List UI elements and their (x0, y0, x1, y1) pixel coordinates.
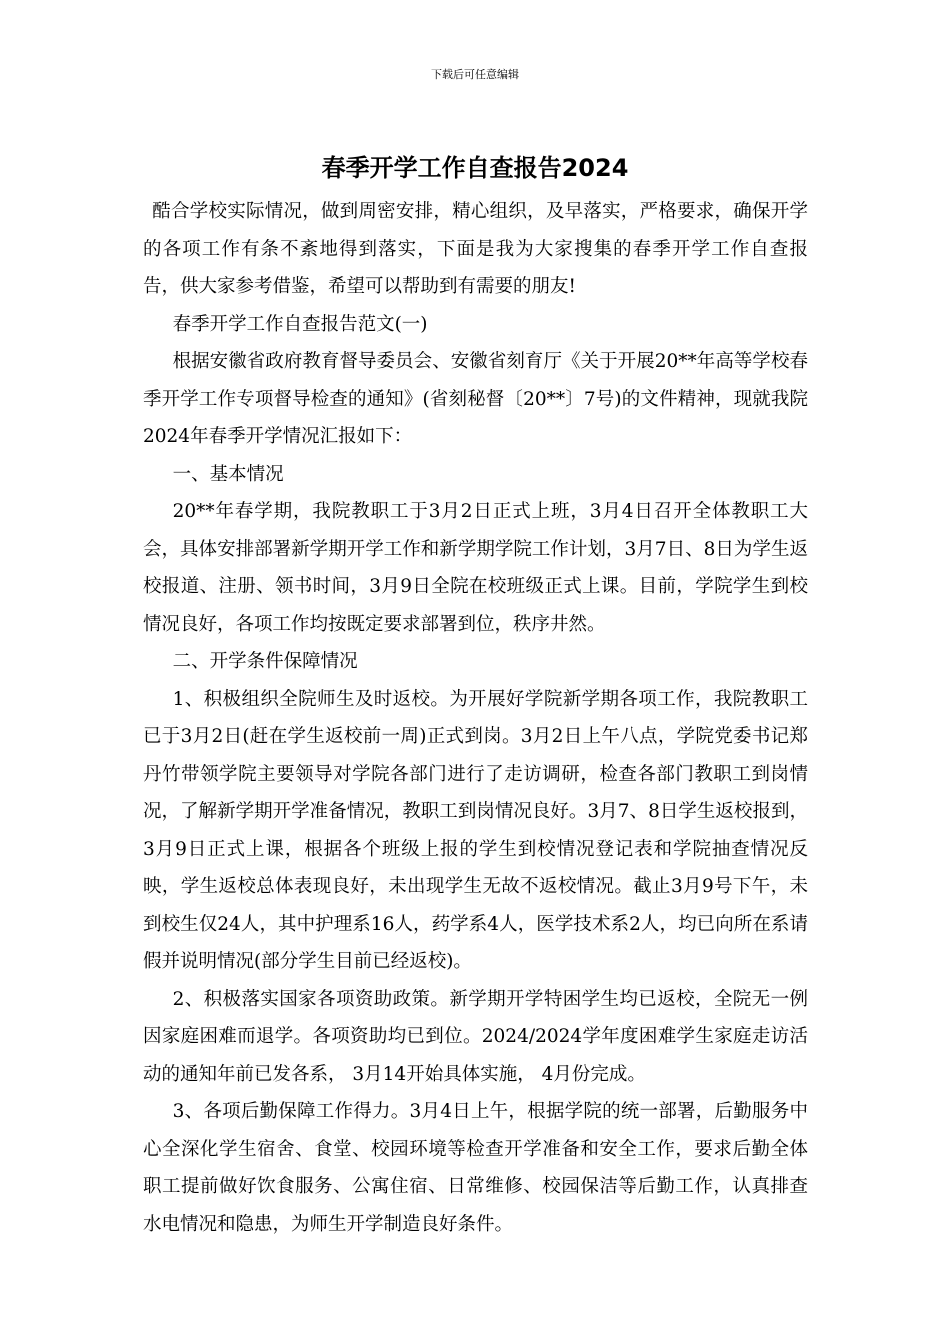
header-note: 下载后可任意编辑 (431, 68, 519, 81)
document-title: 春季开学工作自查报告2024 (321, 154, 629, 182)
document-body (143, 193, 808, 1243)
section-heading-basic-situation: 一、基本情况 (172, 463, 284, 485)
body-paragraph: 2、积极落实国家各项资助政策。新学期开学特困学生均已返校，全院无一例因家庭困难而退学。各项资助均已到位。2024/2024学年度困难学生家庭走访活动的通知年前已发各系， 3月14开始具体实施， 4月份完成。 (143, 988, 808, 1085)
section-heading-sample-one: 春季开学工作自查报告范文(一) (172, 313, 428, 335)
intro-paragraph: 酷合学校实际情况，做到周密安排，精心组织，及早落实，严格要求，确保开学的各项工作有条不紊地得到落实，下面是我为大家搜集的春季开学工作自查报告，供大家参考借鉴，希望可以帮助到有需要的朋友! (143, 201, 808, 297)
body-paragraph: 1、积极组织全院师生及时返校。为开展好学院新学期各项工作，我院教职工已于3月2日(赶在学生返校前一周)正式到岗。3月2日上午八点，学院党委书记郑丹竹带领学院主要领导对学院各部门进行了走访调研，检查各部门教职工到岗情况，了解新学期开学准备情况，教职工到岗情况良好。3月7、8日学生返校报到，3月9日正式上课，根据各个班级上报的学生到校情况登记表和学院抽查情况反映，学生返校总体表现良好，未出现学生无故不返校情况。截止3月9号下午，未到校生仅24人，其中护理系16人，药学系4人，医学技术系2人，均已向所在系请假并说明情况(部分学生目前已经返校)。 (143, 688, 808, 972)
body-paragraph: 20**年春学期，我院教职工于3月2日正式上班，3月4日召开全体教职工大会，具体安排部署新学期开学工作和新学期学院工作计划，3月7日、8日为学生返校报道、注册、领书时间，3月9日全院在校班级正式上课。目前，学院学生到校情况良好，各项工作均按既定要求部署到位，秩序井然。 (143, 501, 808, 635)
body-paragraph: 根据安徽省政府教育督导委员会、安徽省刻育厅《关于开展20**年高等学校春季开学工作专项督导检查的通知》(省刻秘督〔20**〕7号)的文件精神，现就我院2024年春季开学情况汇报如下： (143, 351, 808, 447)
body-paragraph: 3、各项后勤保障工作得力。3月4日上午，根据学院的统一部署，后勤服务中心全深化学生宿舍、食堂、校园环境等检查开学准备和安全工作，要求后勤全体职工提前做好饮食服务、公寓住宿、日常维修、校园保洁等后勤工作，认真排查水电情况和隐患，为师生开学制造良好条件。 (143, 1101, 808, 1235)
section-heading-conditions: 二、开学条件保障情况 (172, 651, 358, 672)
